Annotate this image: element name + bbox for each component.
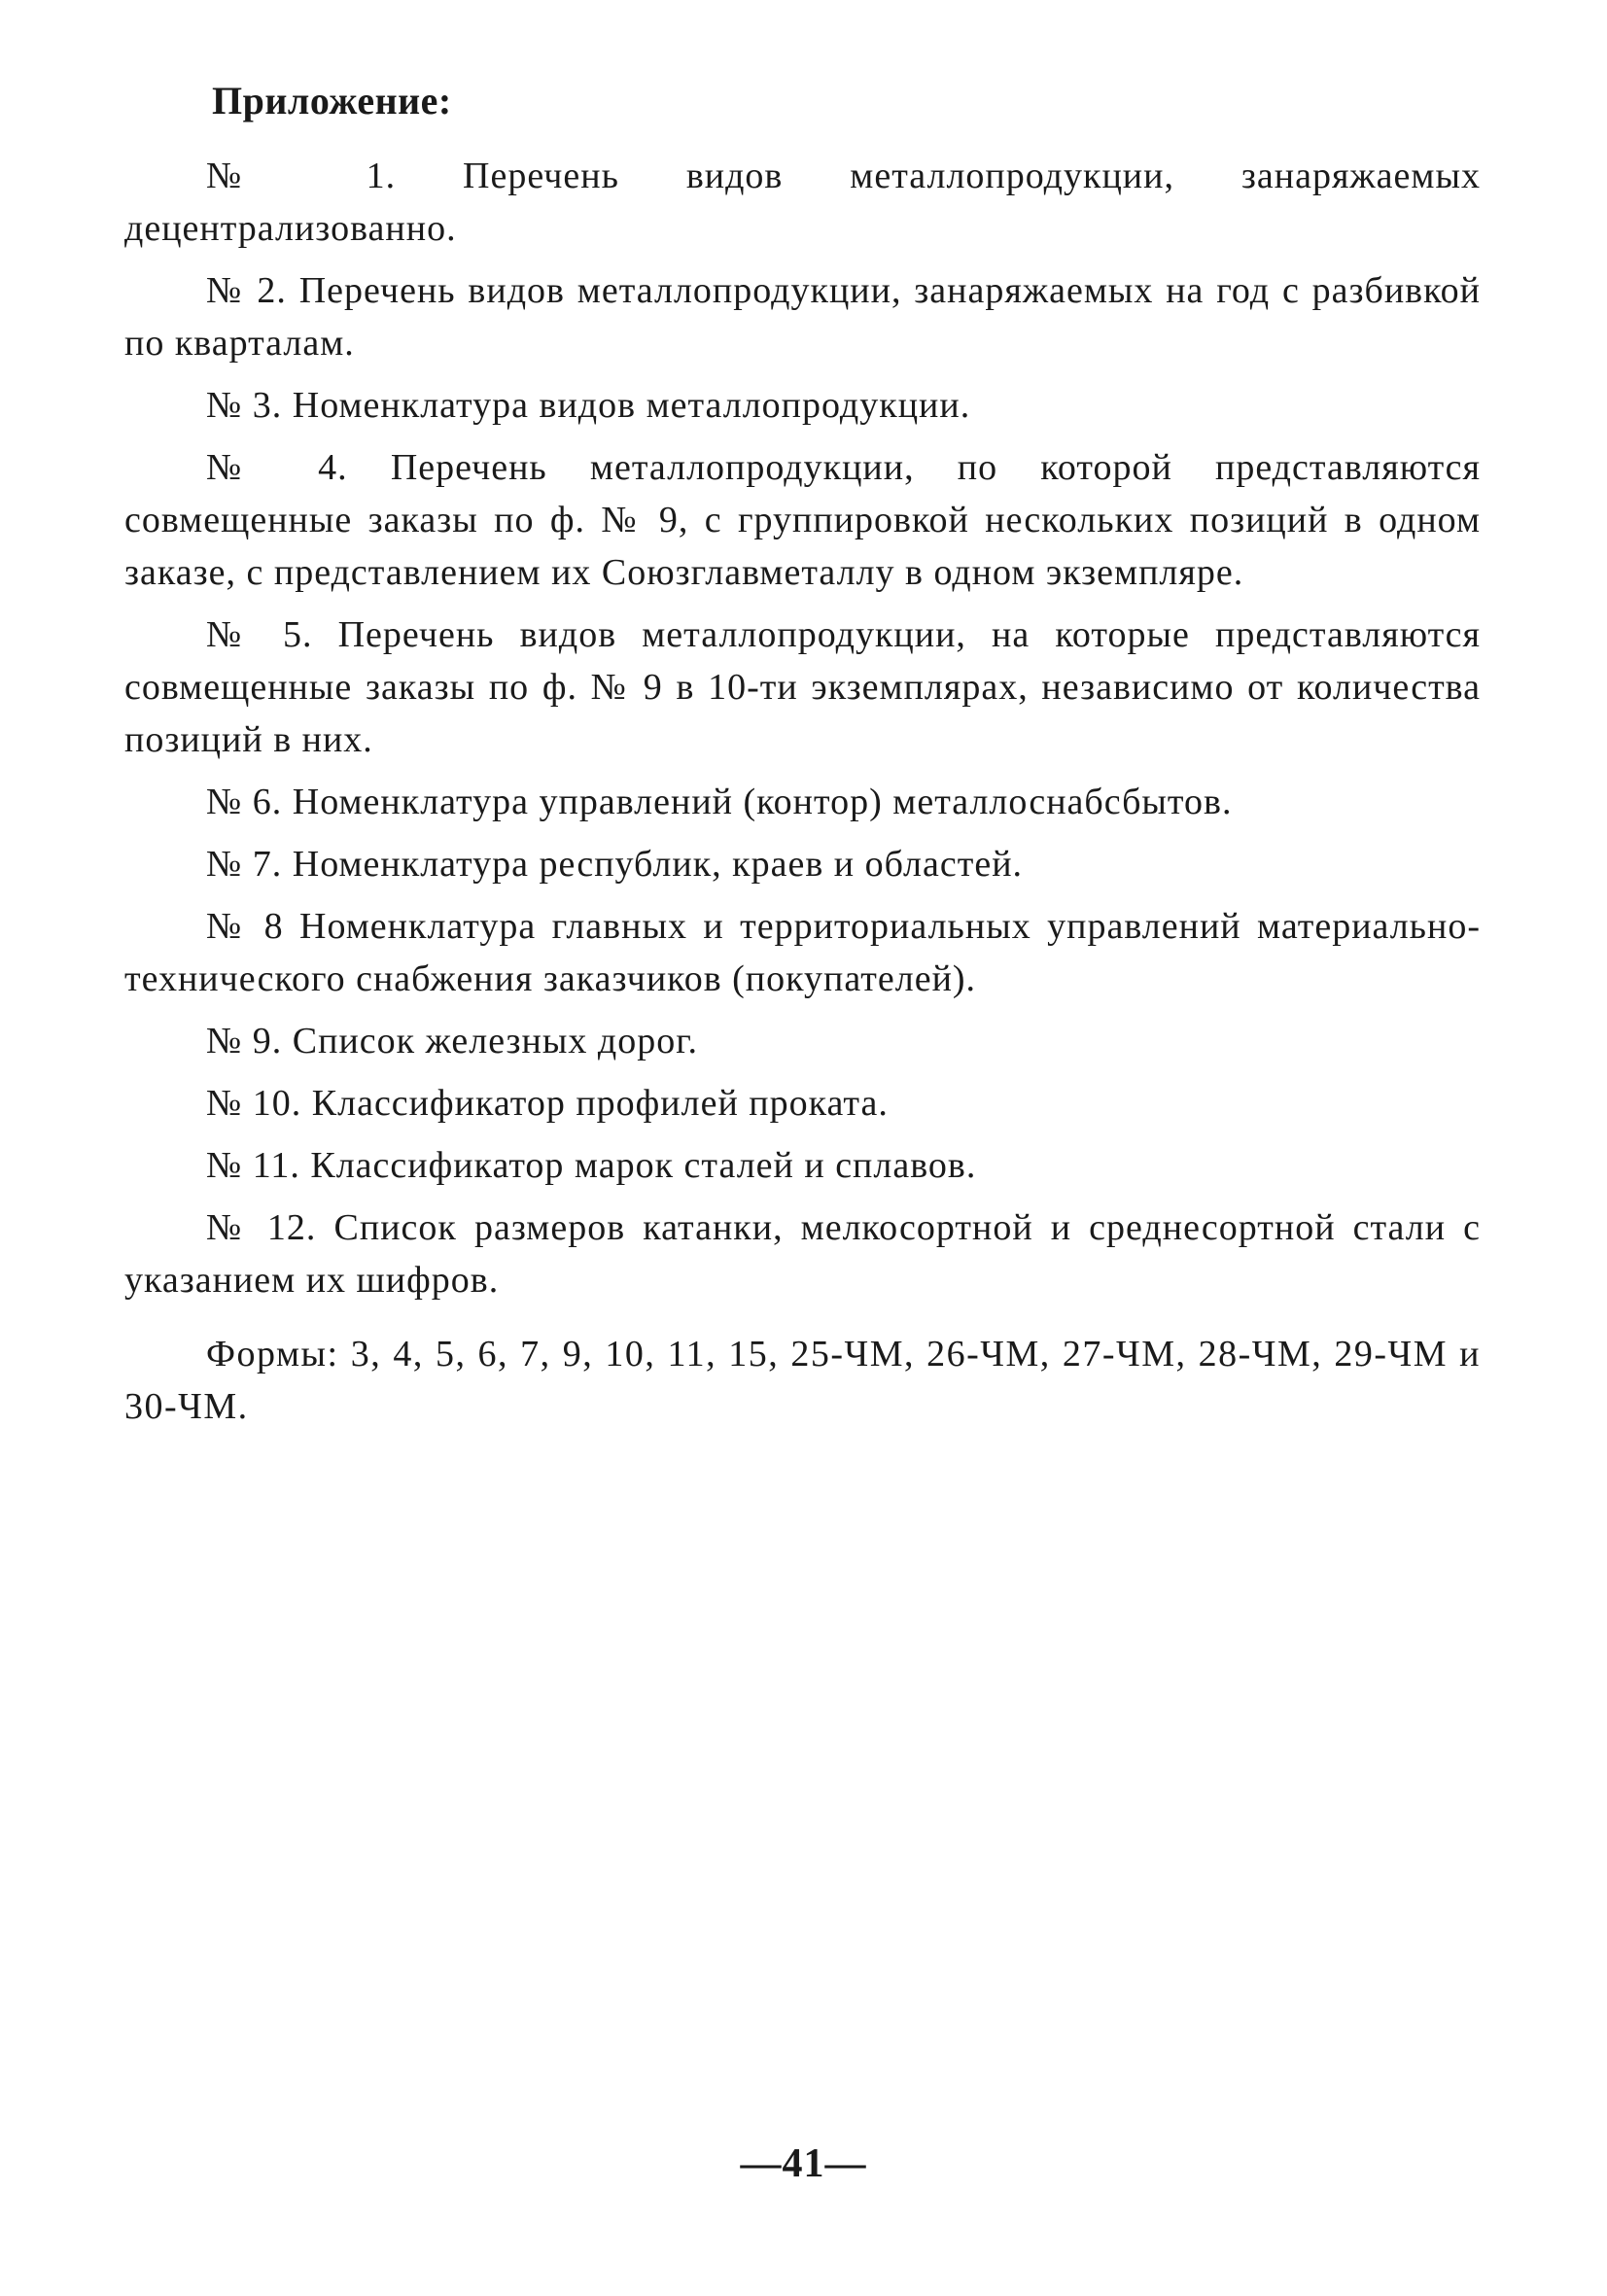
appendix-item-8 bbox=[124, 900, 1481, 1005]
appendix-item-2 bbox=[124, 264, 1481, 369]
appendix-heading: Приложение: bbox=[212, 79, 452, 122]
item-text: Список железных дорог. bbox=[292, 1021, 699, 1061]
appendix-item-9 bbox=[124, 1015, 1481, 1067]
item-number: № 1. bbox=[206, 156, 397, 196]
page-content bbox=[124, 76, 1481, 1433]
item-text: Классификатор профилей проката. bbox=[311, 1083, 889, 1124]
item-number: № 11. bbox=[206, 1145, 300, 1186]
appendix-item-3 bbox=[124, 379, 1481, 432]
item-text: Номенклатура главных и территориальных управлений материально-технического снабжения заказчиков (покупателей). bbox=[124, 906, 1482, 999]
item-text: Номенклатура видов металлопродукции. bbox=[292, 385, 971, 426]
item-text: Классификатор марок сталей и сплавов. bbox=[310, 1145, 977, 1186]
item-number: № 4. bbox=[206, 447, 348, 488]
appendix-item-10 bbox=[124, 1077, 1481, 1130]
item-number: № 8 bbox=[206, 906, 284, 947]
appendix-item-6 bbox=[124, 776, 1481, 828]
item-text: Перечень видов металлопродукции, занаряжаемых децентрализованно. bbox=[124, 156, 1481, 249]
appendix-item-4 bbox=[124, 441, 1481, 599]
appendix-item-11 bbox=[124, 1139, 1481, 1192]
item-text: Номенклатура республик, краев и областей. bbox=[292, 844, 1024, 885]
item-text: Перечень металлопродукции, по которой представляются совмещенные заказы по ф. № 9, с группировкой нескольких позиций в одном заказе, с представлением их Союзглавметаллу в одном экземпляре. bbox=[124, 447, 1482, 593]
item-number: № 12. bbox=[206, 1207, 317, 1248]
appendix-item-12 bbox=[124, 1201, 1481, 1306]
item-number: № 7. bbox=[206, 844, 283, 885]
item-text: Номенклатура управлений (контор) металлоснабсбытов. bbox=[292, 782, 1233, 822]
item-text: Перечень видов металлопродукции, занаряжаемых на год с разбивкой по кварталам. bbox=[124, 270, 1481, 364]
item-text: Перечень видов металлопродукции, на которые представляются совмещенные заказы по ф. № 9 в 10-ти экземплярах, независимо от количества позиций в них. bbox=[124, 614, 1482, 760]
page-number: —41— bbox=[740, 2141, 867, 2186]
item-number: № 10. bbox=[206, 1083, 302, 1124]
appendix-item-5 bbox=[124, 609, 1481, 766]
appendix-item-7 bbox=[124, 838, 1481, 890]
appendix-item-1 bbox=[124, 150, 1481, 255]
item-number: № 3. bbox=[206, 385, 283, 426]
item-text: Список размеров катанки, мелкосортной и среднесортной стали с указанием их шифров. bbox=[124, 1207, 1482, 1301]
item-number: № 9. bbox=[206, 1021, 283, 1061]
forms-list: Формы: 3, 4, 5, 6, 7, 9, 10, 11, 15, 25-ЧМ, 26-ЧМ, 27-ЧМ, 28-ЧМ, 29-ЧМ и 30-ЧМ. bbox=[124, 1334, 1481, 1427]
item-number: № 5. bbox=[206, 614, 313, 655]
item-number: № 2. bbox=[206, 270, 287, 311]
item-number: № 6. bbox=[206, 782, 283, 822]
